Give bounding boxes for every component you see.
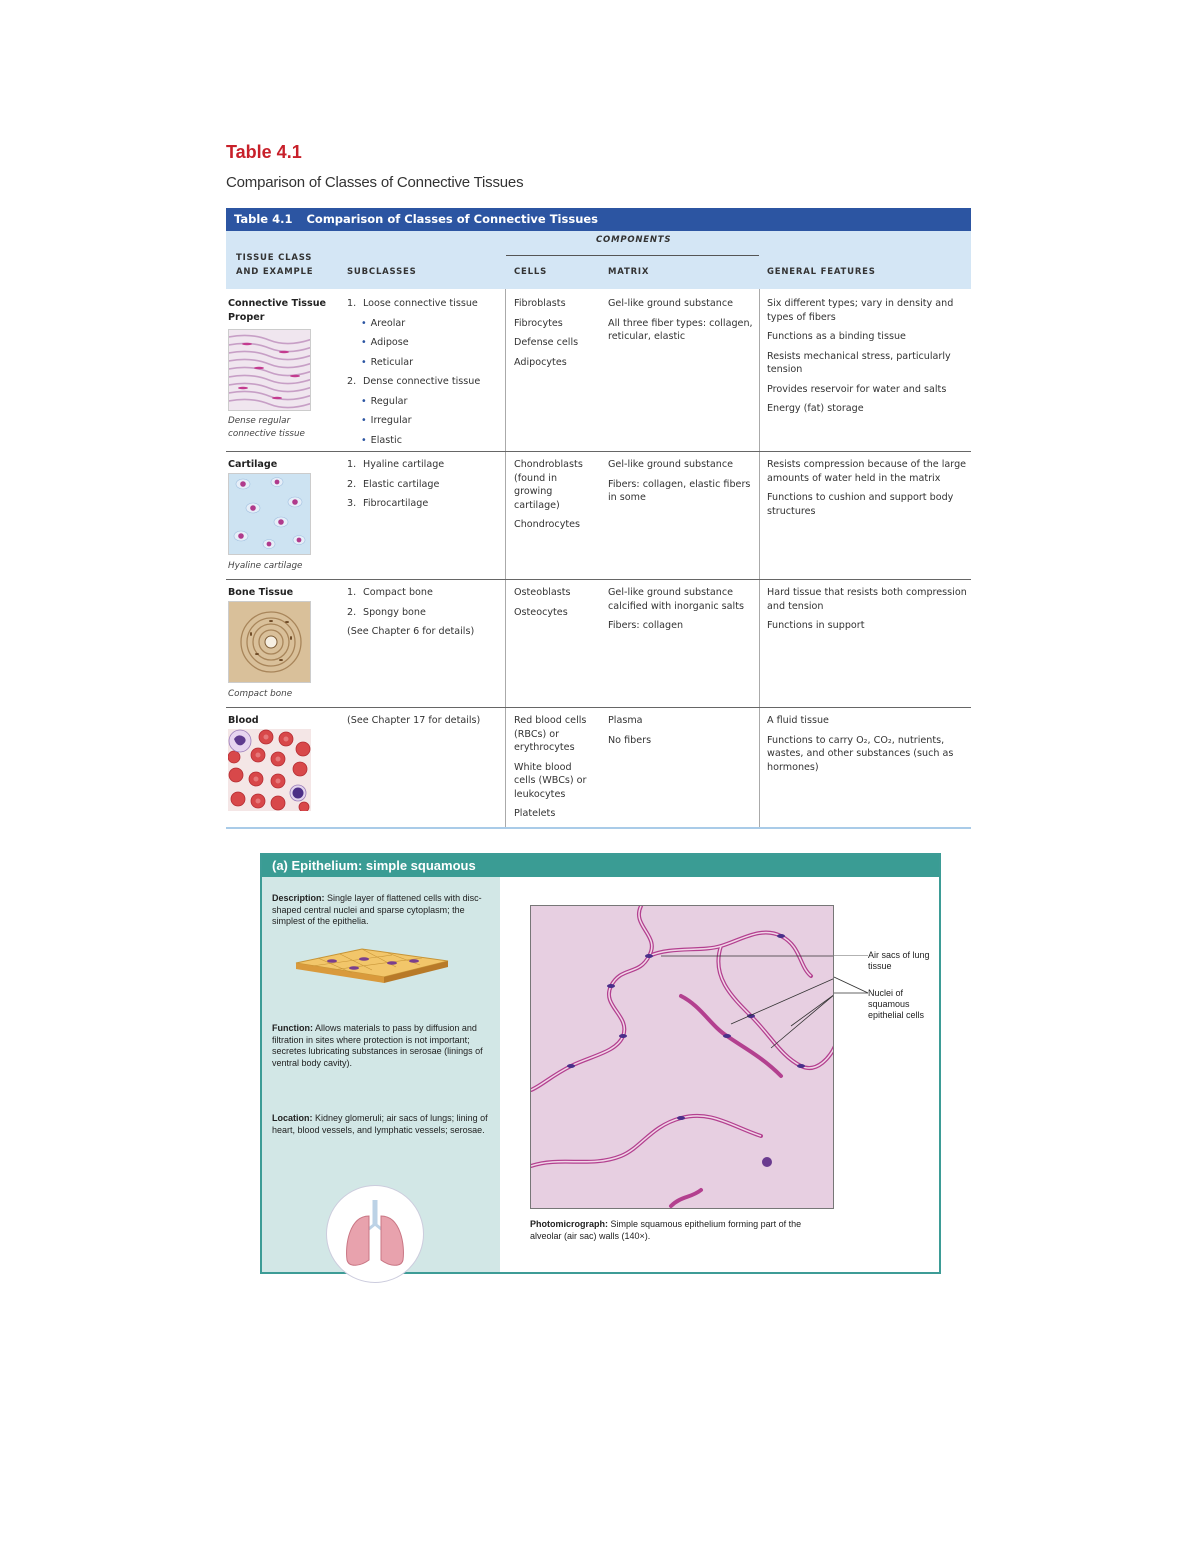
description-label: Description: [272, 893, 325, 903]
matrix-item: Gel-like ground substance calcified with inorganic salts [608, 587, 744, 612]
function-label: Function: [272, 1023, 313, 1033]
table-row [226, 451, 971, 579]
subclass-number: 3. [347, 498, 357, 509]
subclass-item: Elastic cartilage [363, 478, 440, 490]
subclass-item: Dense connective tissue [363, 376, 481, 387]
matrix-item: Fibers: collagen [608, 620, 684, 631]
subclass-bullet: • Reticular [347, 356, 502, 370]
subclass-number: 2. [347, 376, 357, 387]
example-caption: Dense regular [228, 416, 291, 426]
cell-type: Osteoblasts [514, 587, 571, 598]
subclass-item: Hyaline cartilage [363, 459, 445, 470]
function-body: Allows materials to pass by diffusion and filtration in sites where protection is not important; secretes lubricating substances in serosae (linings of ventral body cavity). [272, 1023, 483, 1068]
table-bar-title: Comparison of Classes of Connective Tissues [306, 212, 599, 226]
tissue-class-name-cont: Proper [228, 311, 265, 323]
label-air-sacs: Air sacs of lung tissue [868, 950, 930, 971]
table-row [226, 707, 971, 827]
location-body: Kidney glomeruli; air sacs of lungs; lining of heart, blood vessels, and lymphatic vessels; serosae. [272, 1113, 488, 1135]
leader-lines [834, 955, 868, 1020]
example-caption: Hyaline cartilage [228, 561, 303, 571]
tissue-class-name: Cartilage [228, 459, 278, 470]
panel-title: (a) Epithelium: simple squamous [262, 855, 939, 877]
subclass-bullet: • Elastic [347, 434, 502, 448]
subclass-number: 1. [347, 587, 357, 598]
feature-item: Hard tissue that resists both compression and tension [767, 587, 967, 612]
hyaline-cartilage-image [228, 473, 311, 555]
subclass-bullet: • Adipose [347, 336, 502, 350]
header-class-line2: AND EXAMPLE [236, 267, 314, 277]
subclass-bullet: • Irregular [347, 414, 502, 428]
matrix-item: Plasma [608, 715, 643, 726]
squamous-cell-illustration [292, 943, 452, 989]
description-body: Single layer of flattened cells with disc-shaped central nuclei and sparse cytoplasm; the simplest of the epithelia. [272, 893, 482, 926]
feature-item: Resists mechanical stress, particularly tension [767, 350, 951, 375]
document-subtitle: Comparison of Classes of Connective Tissues [226, 174, 524, 191]
subclass-number: 2. [347, 478, 357, 490]
tissue-class-name: Bone Tissue [228, 587, 294, 598]
header-class-line1: TISSUE CLASS [236, 253, 313, 263]
matrix-item: No fibers [608, 734, 652, 746]
header-components: COMPONENTS [596, 235, 672, 245]
blood-smear-image [228, 729, 311, 811]
compact-bone-image [228, 601, 311, 683]
feature-item: Functions to cushion and support body structures [767, 492, 954, 517]
table-number: Table 4.1 [234, 212, 293, 226]
subclass-number: 1. [347, 459, 357, 470]
cell-type: Fibrocytes [514, 317, 563, 329]
table-bottom-rule [226, 827, 971, 829]
header-general-features: GENERAL FEATURES [767, 267, 876, 277]
function-text [272, 1023, 497, 1069]
example-caption-cont: connective tissue [228, 429, 305, 439]
panel-info-column [262, 877, 500, 1272]
feature-item: Energy (fat) storage [767, 403, 864, 414]
matrix-item: All three fiber types: collagen, reticular, elastic [608, 317, 753, 342]
location-label: Location: [272, 1113, 313, 1123]
subclass-item: Fibrocartilage [363, 498, 429, 509]
table-title-bar [226, 208, 971, 231]
subclass-item: Compact bone [363, 587, 433, 598]
photomicrograph [530, 905, 834, 1209]
cell-type: Chondroblasts (found in growing cartilage) [514, 459, 583, 511]
matrix-item: Fibers: collagen, elastic fibers in some [608, 478, 751, 503]
cell-type: White blood cells (WBCs) or leukocytes [514, 761, 587, 800]
matrix-item: Gel-like ground substance [608, 459, 734, 470]
feature-item: Functions in support [767, 620, 865, 631]
feature-item: Provides reservoir for water and salts [767, 383, 947, 395]
subclass-number: 2. [347, 606, 357, 618]
header-cells: CELLS [514, 267, 547, 277]
table-header [226, 231, 971, 289]
feature-item: Functions as a binding tissue [767, 331, 906, 342]
description-text [272, 893, 497, 928]
table-row [226, 289, 971, 451]
location-text [272, 1113, 497, 1136]
subclass-bullet: • Regular [347, 395, 502, 409]
cell-type: Fibroblasts [514, 298, 566, 309]
lungs-illustration [326, 1185, 424, 1283]
header-subclasses: SUBCLASSES [347, 267, 417, 277]
connective-tissue-table [226, 208, 971, 830]
feature-item: Six different types; vary in density and types of fibers [767, 298, 954, 323]
feature-item: Resists compression because of the large amounts of water held in the matrix [767, 459, 967, 484]
cell-type: Defense cells [514, 337, 579, 348]
label-nuclei: Nuclei of squamous epithelial cells [868, 988, 925, 1020]
subclass-note: (See Chapter 6 for details) [347, 626, 475, 637]
epithelium-panel [260, 853, 941, 1274]
cell-type: Osteocytes [514, 606, 568, 618]
tissue-class-name: Connective Tissue [228, 298, 327, 309]
caption-body: Simple squamous epithelium forming part of the alveolar (air sac) walls (140×). [530, 1219, 802, 1241]
photomicrograph-caption [530, 1219, 810, 1242]
subclass-item: Loose connective tissue [363, 298, 478, 309]
matrix-item: Gel-like ground substance [608, 298, 734, 309]
caption-label: Photomicrograph: [530, 1219, 608, 1229]
tissue-class-name: Blood [228, 715, 259, 726]
dense-regular-tissue-image [228, 329, 311, 411]
feature-item: Functions to carry O₂, CO₂, nutrients, wastes, and other substances (such as hormones) [767, 734, 954, 773]
document-title: Table 4.1 [226, 142, 302, 162]
subclass-item: Spongy bone [363, 606, 426, 618]
components-divider [506, 255, 759, 256]
cell-type: Adipocytes [514, 356, 567, 368]
table-row [226, 579, 971, 707]
subclass-bullet: • Areolar [347, 317, 502, 331]
example-caption: Compact bone [228, 689, 293, 699]
header-matrix: MATRIX [608, 267, 650, 277]
cell-type: Platelets [514, 808, 556, 819]
subclass-note: (See Chapter 17 for details) [347, 715, 481, 726]
cell-type: Red blood cells (RBCs) or erythrocytes [514, 715, 587, 753]
cell-type: Chondrocytes [514, 519, 581, 530]
feature-item: A fluid tissue [767, 715, 829, 726]
subclass-number: 1. [347, 298, 357, 309]
